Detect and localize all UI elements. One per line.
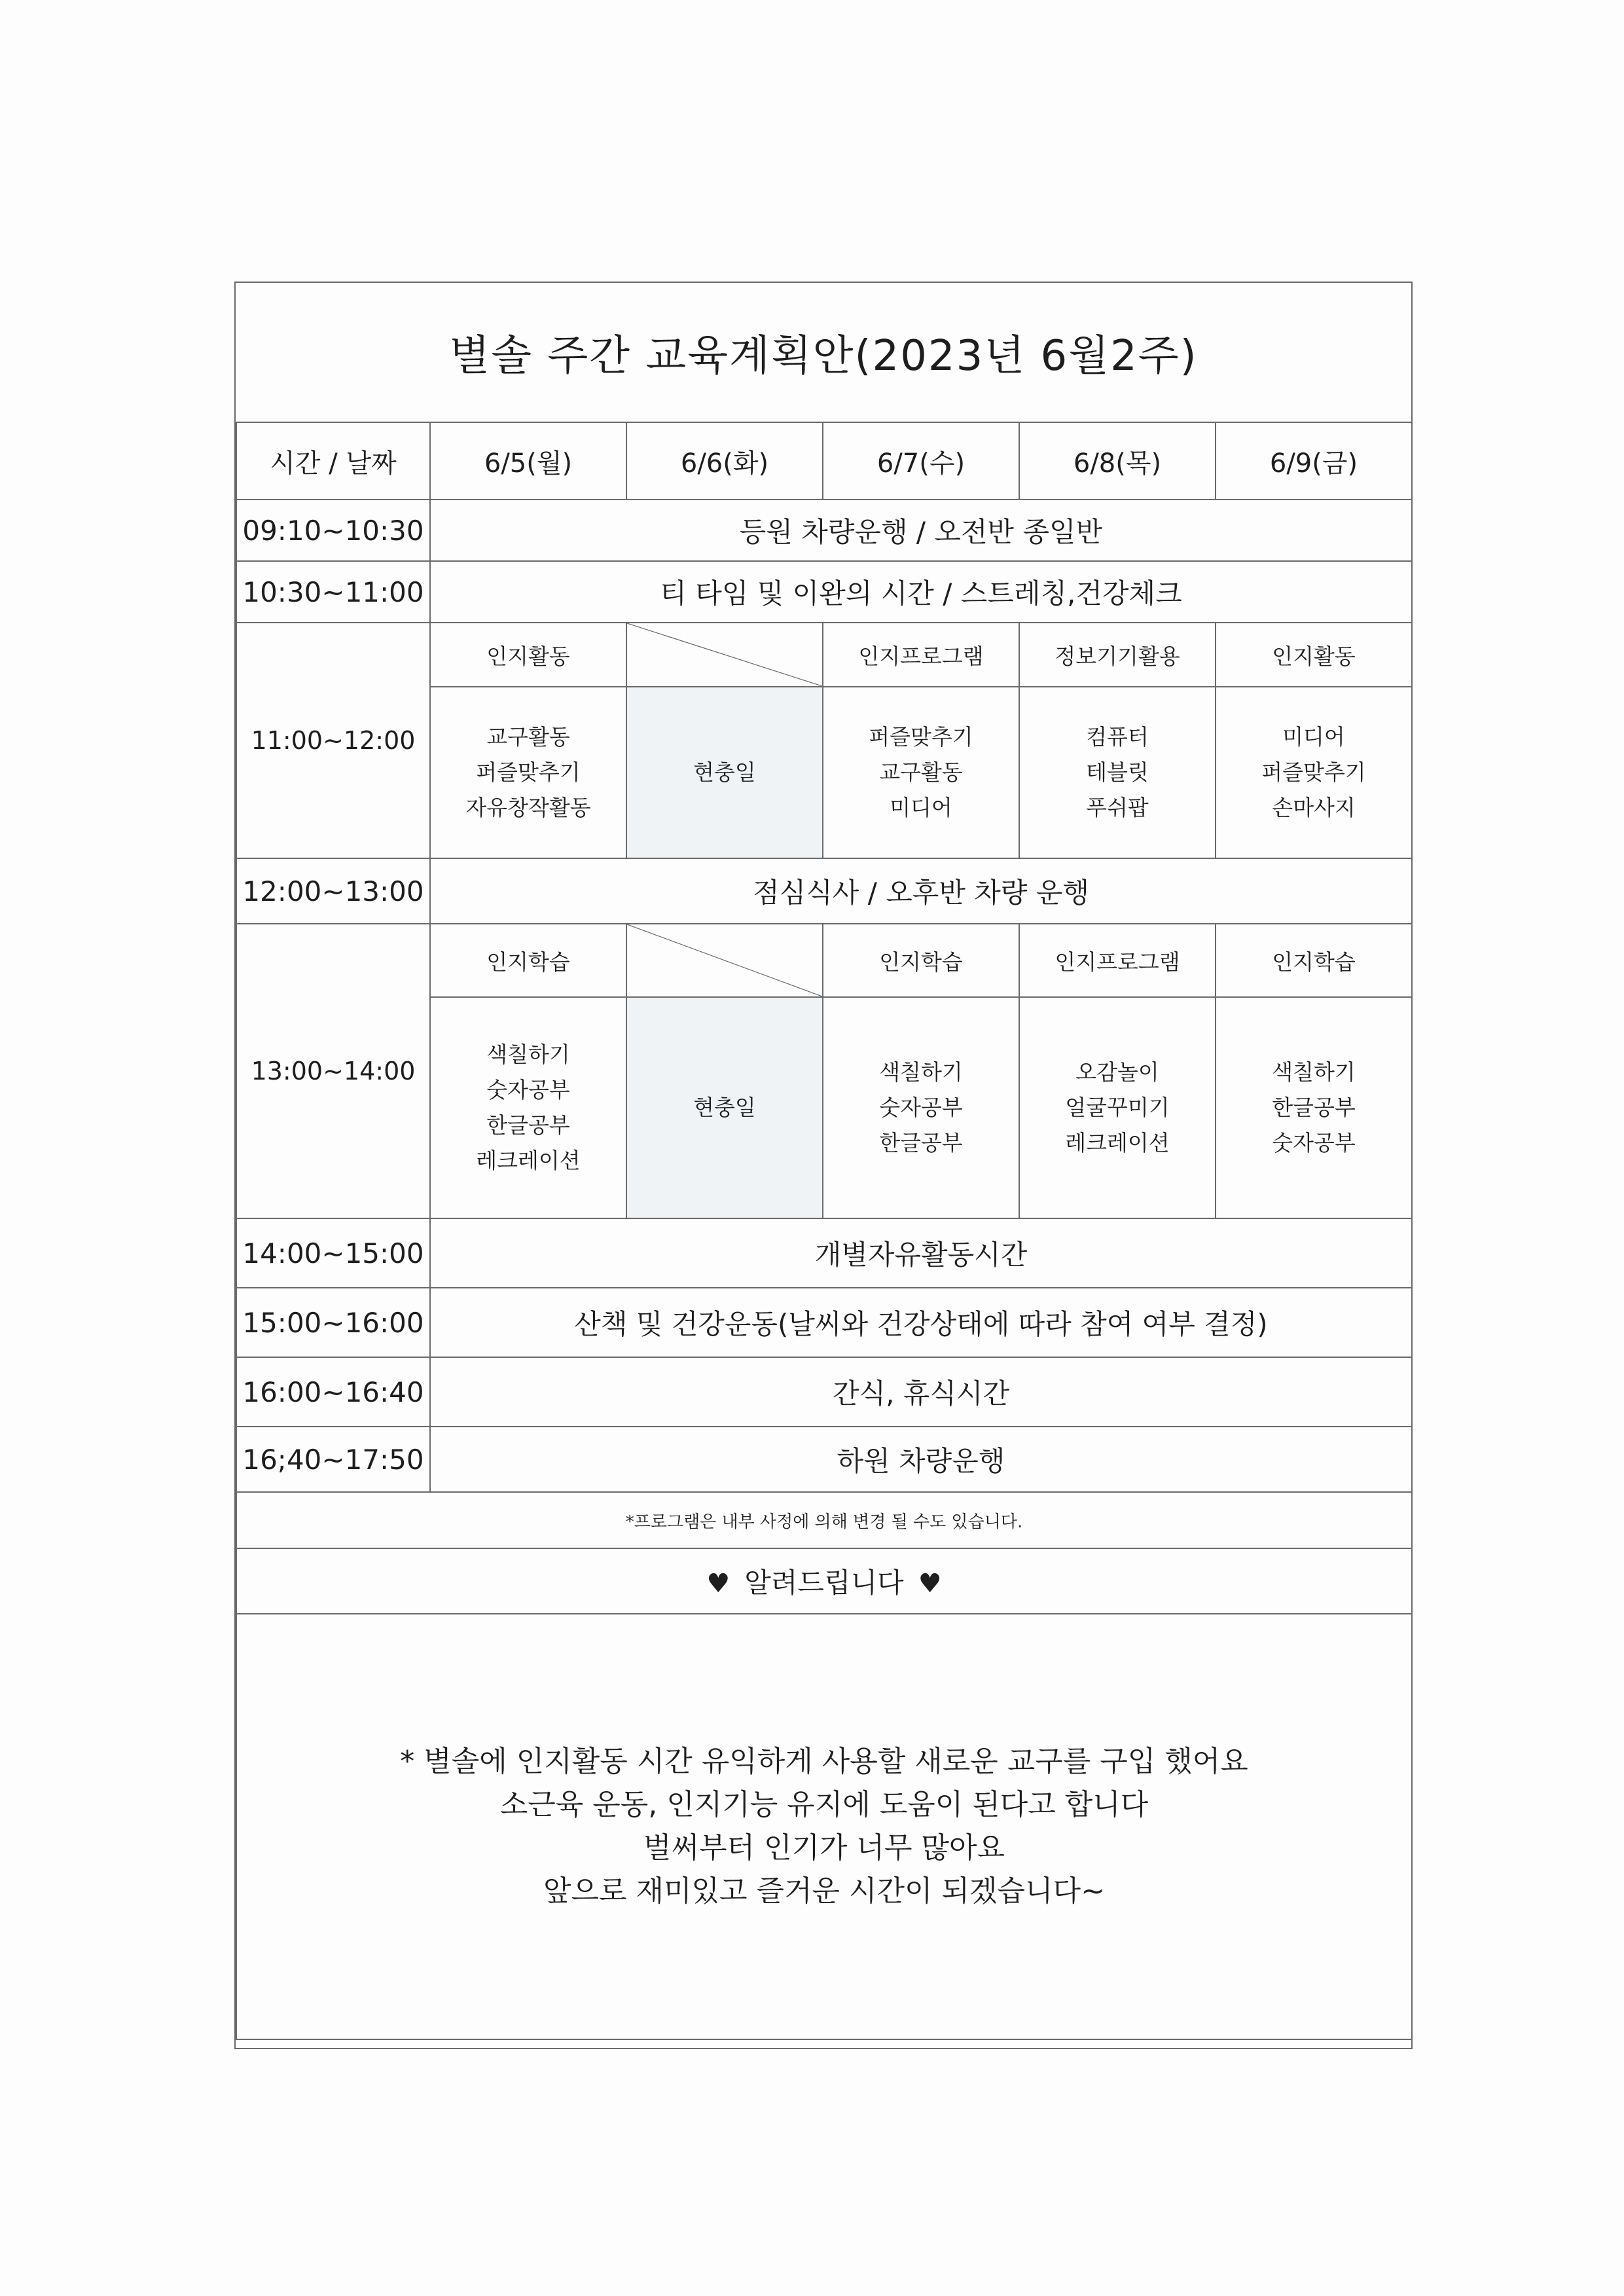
activity-item: 자유창작활동 [465,795,591,820]
table-row [236,623,1412,687]
notice-heading [236,1548,1412,1614]
activity-item: 미디어 [890,795,952,820]
time-slot: 16:00~16:40 [236,1357,430,1427]
activity-item: 퍼즐맞추기 [869,724,973,750]
message-line: 벌써부터 인기가 너무 많아요 [643,1831,1005,1865]
activity-item: 테블릿 [1086,759,1149,785]
notice-message [236,1614,1412,2039]
message-line: 앞으로 재미있고 즐거운 시간이 되겠습니다~ [543,1874,1105,1908]
education-plan-sheet [234,282,1413,2049]
activity-item: 레크레이션 [1065,1130,1170,1156]
category-cell: 인지학습 [823,924,1019,997]
activity-item: 한글공부 [486,1112,570,1138]
activity-item: 숫자공부 [879,1095,963,1120]
activity-item: 한글공부 [879,1130,963,1156]
activity-cell-thu [1019,687,1216,858]
activity-item: 색칠하기 [1272,1059,1356,1085]
day-header-tue: 6/6(화) [626,422,823,500]
holiday-cell: 현충일 [626,997,823,1218]
heart-icon: ♥ [918,1569,942,1599]
category-cell: 인지학습 [430,924,626,997]
activity-cell-fri [1216,687,1412,858]
category-cell: 정보기기활용 [1019,623,1216,687]
activity-item: 교구활동 [879,759,963,785]
activity-cell-wed [823,687,1019,858]
time-slot: 14:00~15:00 [236,1218,430,1288]
activity-item: 레크레이션 [476,1148,581,1173]
day-header-wed: 6/7(수) [823,422,1019,500]
heart-icon: ♥ [706,1569,731,1599]
diagonal-empty-cell [626,623,823,687]
diagonal-line [627,924,822,996]
time-slot: 12:00~13:00 [236,858,430,924]
activity-item: 한글공부 [1272,1095,1356,1120]
activity-cell-mon [430,997,626,1218]
activity-item: 숫자공부 [1272,1130,1356,1156]
change-note: *프로그램은 내부 사정에 의해 변경 될 수도 있습니다. [236,1492,1412,1548]
activity-cell-thu [1019,997,1216,1218]
table-row [236,1288,1412,1357]
note-row [236,1492,1412,1548]
schedule-activity: 산책 및 건강운동(날씨와 건강상태에 따라 참여 여부 결정) [430,1288,1412,1357]
activity-item: 퍼즐맞추기 [476,759,581,785]
schedule-activity: 등원 차량운행 / 오전반 종일반 [430,500,1412,561]
message-line: 소근육 운동, 인지기능 유지에 도움이 된다고 합니다 [499,1788,1149,1821]
table-row [236,1218,1412,1288]
table-row [236,1357,1412,1427]
table-row [236,561,1412,623]
time-slot: 16;40~17:50 [236,1427,430,1492]
page-title: 별솔 주간 교육계획안(2023년 6월2주) [449,332,1198,380]
message-line: * 별솔에 인지활동 시간 유익하게 사용할 새로운 교구를 구입 했어요 [400,1745,1248,1778]
day-header-fri: 6/9(금) [1216,422,1412,500]
schedule-activity: 하원 차량운행 [430,1427,1412,1492]
category-cell: 인지프로그램 [1019,924,1216,997]
table-row [236,858,1412,924]
notice-row [236,1548,1412,1614]
diagonal-line [627,623,822,686]
schedule-activity: 개별자유활동시간 [430,1218,1412,1288]
time-slot: 11:00~12:00 [236,623,430,858]
activity-item: 숫자공부 [486,1077,570,1102]
time-slot: 09:10~10:30 [236,500,430,561]
time-slot: 13:00~14:00 [236,924,430,1218]
activity-item: 미디어 [1282,724,1345,750]
activity-cell-wed [823,997,1019,1218]
message-row [236,1614,1412,2039]
schedule-activity: 티 타임 및 이완의 시간 / 스트레칭,건강체크 [430,561,1412,623]
time-slot: 15:00~16:00 [236,1288,430,1357]
day-header-mon: 6/5(월) [430,422,626,500]
activity-item: 푸쉬팝 [1086,795,1149,820]
diagonal-empty-cell [626,924,823,997]
schedule-activity: 점심식사 / 오후반 차량 운행 [430,858,1412,924]
holiday-cell: 현충일 [626,687,823,858]
table-row [236,1427,1412,1492]
header-row [236,422,1412,500]
activity-item: 오감놀이 [1075,1059,1159,1085]
activity-item: 색칠하기 [486,1042,570,1067]
day-header-thu: 6/8(목) [1019,422,1216,500]
time-slot: 10:30~11:00 [236,561,430,623]
schedule-table [236,422,1413,2040]
activity-item: 색칠하기 [879,1059,963,1085]
category-cell: 인지프로그램 [823,623,1019,687]
table-row [236,924,1412,997]
activity-item: 손마사지 [1272,795,1356,820]
activity-cell-fri [1216,997,1412,1218]
category-cell: 인지학습 [1216,924,1412,997]
activity-item: 컴퓨터 [1086,724,1149,750]
table-row [236,500,1412,561]
category-cell: 인지활동 [430,623,626,687]
activity-item: 얼굴꾸미기 [1065,1095,1170,1120]
notice-heading-text: 알려드립니다 [744,1567,904,1599]
activity-cell-mon [430,687,626,858]
activity-item: 교구활동 [486,724,570,750]
activity-item: 퍼즐맞추기 [1261,759,1366,785]
category-cell: 인지활동 [1216,623,1412,687]
time-day-header: 시간 / 날짜 [236,422,430,500]
schedule-activity: 간식, 휴식시간 [430,1357,1412,1427]
